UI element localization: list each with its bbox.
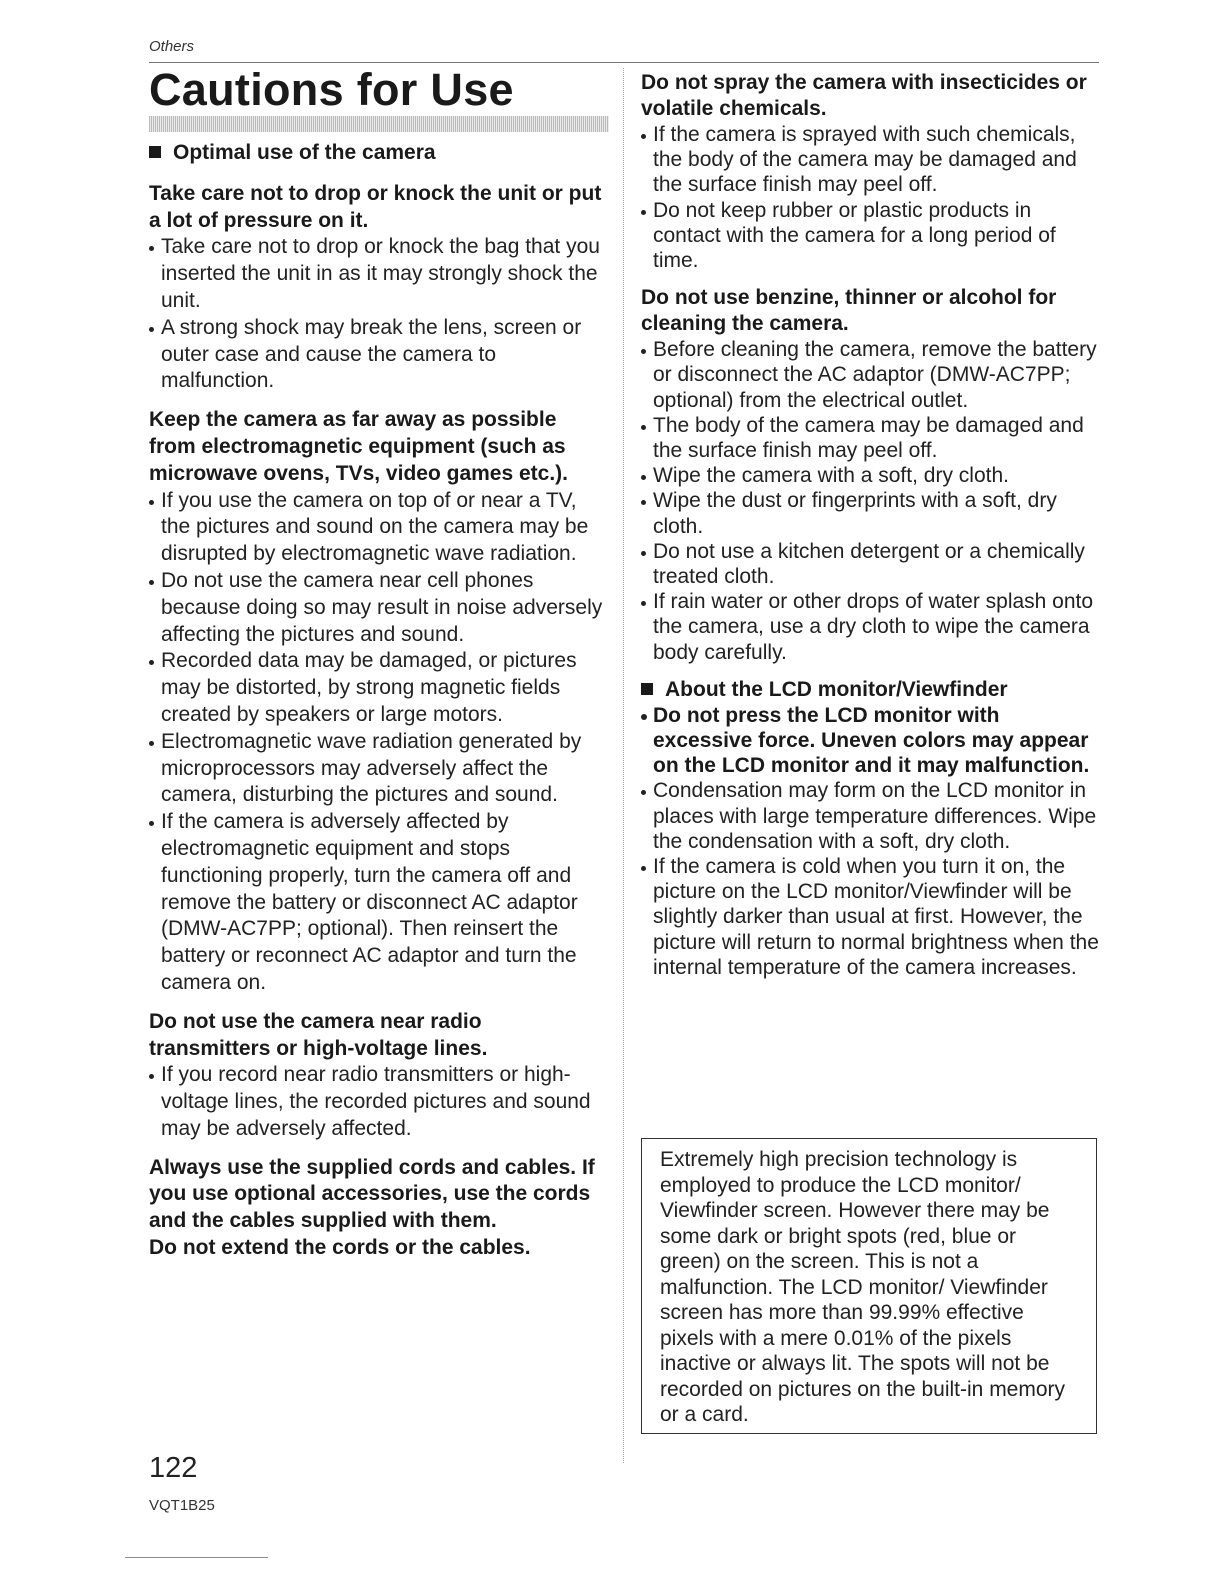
list-item: [641, 413, 1099, 463]
lcd-note-text: Extremely high precision technology is employed to produce the LCD monitor/ Viewfinder screen. However there may be some dark or bright spots (red, blue or green) on the screen. This is not a malfunction. The LCD monitor/ Viewfinder screen has more than 99.99% effective pixels with a mere 0.01% of the pixels inactive or always lit. The spots will not be recorded on pictures on the built-in memory or a card.: [660, 1148, 1066, 1426]
list-item-text: If the camera is cold when you turn it on, the picture on the LCD monitor/Viewfinder will be slightly darker than usual at first. However, the picture will return to normal brightness when the internal temperature of the camera increases.: [653, 855, 1099, 979]
page-number: 122: [149, 1452, 198, 1484]
caution-heading-electromagnetic: Keep the camera as far away as possible from electromagnetic equipment (such as microwave ovens, TVs, video games etc.).: [149, 408, 569, 485]
list-item-text: Condensation may form on the LCD monitor in places with large temperature differences. Wipe the condensation with a soft, dry cloth.: [653, 779, 1097, 853]
caution-list-lcd: [641, 703, 1099, 980]
bullet-dot-icon: [149, 246, 154, 251]
bullet-dot-icon: [149, 741, 154, 746]
document-code: VQT1B25: [149, 1497, 215, 1514]
bullet-dot-icon: [641, 714, 647, 720]
list-item: [149, 648, 607, 728]
left-column: [149, 140, 607, 1262]
bullet-dot-icon: [641, 210, 646, 215]
caution-list-radio: [149, 1062, 607, 1142]
caution-heading-spray: Do not spray the camera with insecticides or volatile chemicals.: [641, 71, 1087, 120]
section-label: Others: [149, 38, 195, 55]
list-item-text: Recorded data may be damaged, or pictures may be distorted, by strong magnetic fields created by speakers or large motors.: [161, 649, 577, 726]
list-item: [641, 854, 1099, 980]
caution-heading-benzine: Do not use benzine, thinner or alcohol for cleaning the camera.: [641, 286, 1057, 336]
section-heading-text: Optimal use of the camera: [173, 141, 436, 164]
bullet-dot-icon: [641, 475, 646, 480]
list-item-text: Do not use the camera near cell phones because doing so may result in noise adversely affecting the pictures and sound.: [161, 568, 603, 646]
lcd-note-box: [641, 1138, 1097, 1434]
caution-heading-extend: Do not extend the cords or the cables.: [149, 1236, 531, 1260]
bottom-rule: [125, 1557, 268, 1558]
list-item-text: The body of the camera may be damaged and the surface finish may peel off.: [653, 413, 1084, 463]
list-item-text: A strong shock may break the lens, screen or outer case and cause the camera to malfunction.: [161, 315, 582, 393]
bullet-dot-icon: [149, 660, 154, 665]
list-item: [641, 703, 1099, 779]
list-item-text: Wipe the dust or fingerprints with a soft, dry cloth.: [653, 489, 1057, 538]
caution-heading-radio: Do not use the camera near radio transmitters or high-voltage lines.: [149, 1009, 488, 1060]
list-item: [641, 463, 1099, 488]
caution-list-electromagnetic: [149, 488, 607, 997]
list-item-text: Do not keep rubber or plastic products in contact with the camera for a long period of time.: [653, 198, 1056, 273]
list-item: [149, 568, 607, 648]
section-heading-text: About the LCD monitor/Viewfinder: [665, 677, 1008, 701]
bullet-dot-icon: [641, 349, 646, 354]
list-item-text: Before cleaning the camera, remove the battery or disconnect the AC adaptor (DMW-AC7PP; optional) from the electrical outlet.: [653, 338, 1097, 412]
right-column: [641, 70, 1099, 992]
list-item-text: Do not press the LCD monitor with excessive force. Uneven colors may appear on the LCD monitor and it may malfunction.: [653, 703, 1090, 778]
caution-list-benzine: [641, 337, 1099, 665]
caution-list-spray: [641, 122, 1099, 273]
caution-heading-drop: Take care not to drop or knock the unit or put a lot of pressure on it.: [149, 181, 602, 232]
list-item-text: Wipe the camera with a soft, dry cloth.: [653, 464, 1009, 488]
list-item: [149, 1062, 607, 1142]
bullet-dot-icon: [641, 500, 646, 505]
bullet-dot-icon: [149, 821, 154, 826]
caution-heading-cords: Always use the supplied cords and cables. If you use optional accessories, use the cords and the cables supplied with them.: [149, 1155, 595, 1233]
bullet-dot-icon: [641, 551, 646, 556]
list-item: [641, 488, 1099, 538]
list-item: [641, 198, 1099, 274]
section-heading-lcd: [641, 677, 1099, 703]
list-item-text: Electromagnetic wave radiation generated by microprocessors may adversely affect the camera, disturbing the pictures and sound.: [161, 729, 582, 807]
list-item: [641, 539, 1099, 589]
list-item-text: If rain water or other drops of water splash onto the camera, use a dry cloth to wipe the camera body carefully.: [653, 590, 1094, 664]
list-item: [149, 809, 607, 997]
list-item-text: Do not use a kitchen detergent or a chemically treated cloth.: [653, 539, 1085, 589]
bullet-dot-icon: [149, 500, 154, 505]
list-item-text: If you use the camera on top of or near a TV, the pictures and sound on the camera may be disrupted by electromagnetic wave radiation.: [161, 488, 589, 566]
list-item: [641, 337, 1099, 413]
bullet-dot-icon: [149, 580, 154, 585]
section-heading-optimal-use: [149, 140, 607, 167]
bullet-dot-icon: [641, 790, 646, 795]
title-underline-bar: [149, 116, 609, 132]
bullet-dot-icon: [641, 601, 646, 606]
list-item: [149, 234, 607, 314]
bullet-dot-icon: [641, 134, 646, 139]
list-item: [149, 729, 607, 809]
column-divider: [623, 68, 624, 1463]
list-item-text: If you record near radio transmitters or high-voltage lines, the recorded pictures and sound may be adversely affected.: [161, 1063, 591, 1140]
list-item: [641, 778, 1099, 854]
list-item: [641, 589, 1099, 665]
bullet-dot-icon: [149, 1074, 154, 1079]
square-bullet-icon: [641, 683, 653, 695]
list-item-text: If the camera is sprayed with such chemicals, the body of the camera may be damaged and the surface finish may peel off.: [653, 123, 1077, 197]
bullet-dot-icon: [149, 327, 154, 332]
list-item-text: Take care not to drop or knock the bag that you inserted the unit in as it may strongly shock the unit.: [161, 235, 600, 312]
bullet-dot-icon: [641, 425, 646, 430]
page-title: Cautions for Use: [149, 64, 514, 115]
list-item: [149, 315, 607, 395]
bullet-dot-icon: [641, 866, 646, 871]
list-item: [641, 122, 1099, 198]
square-bullet-icon: [149, 146, 161, 158]
list-item: [149, 488, 607, 568]
caution-list-drop: [149, 234, 607, 395]
list-item-text: If the camera is adversely affected by electromagnetic equipment and stops functioning properly, turn the camera off and remove the battery or disconnect AC adaptor (DMW-AC7PP; optional). Then reinsert the battery or reconnect AC adaptor and turn the camera on.: [161, 810, 578, 994]
